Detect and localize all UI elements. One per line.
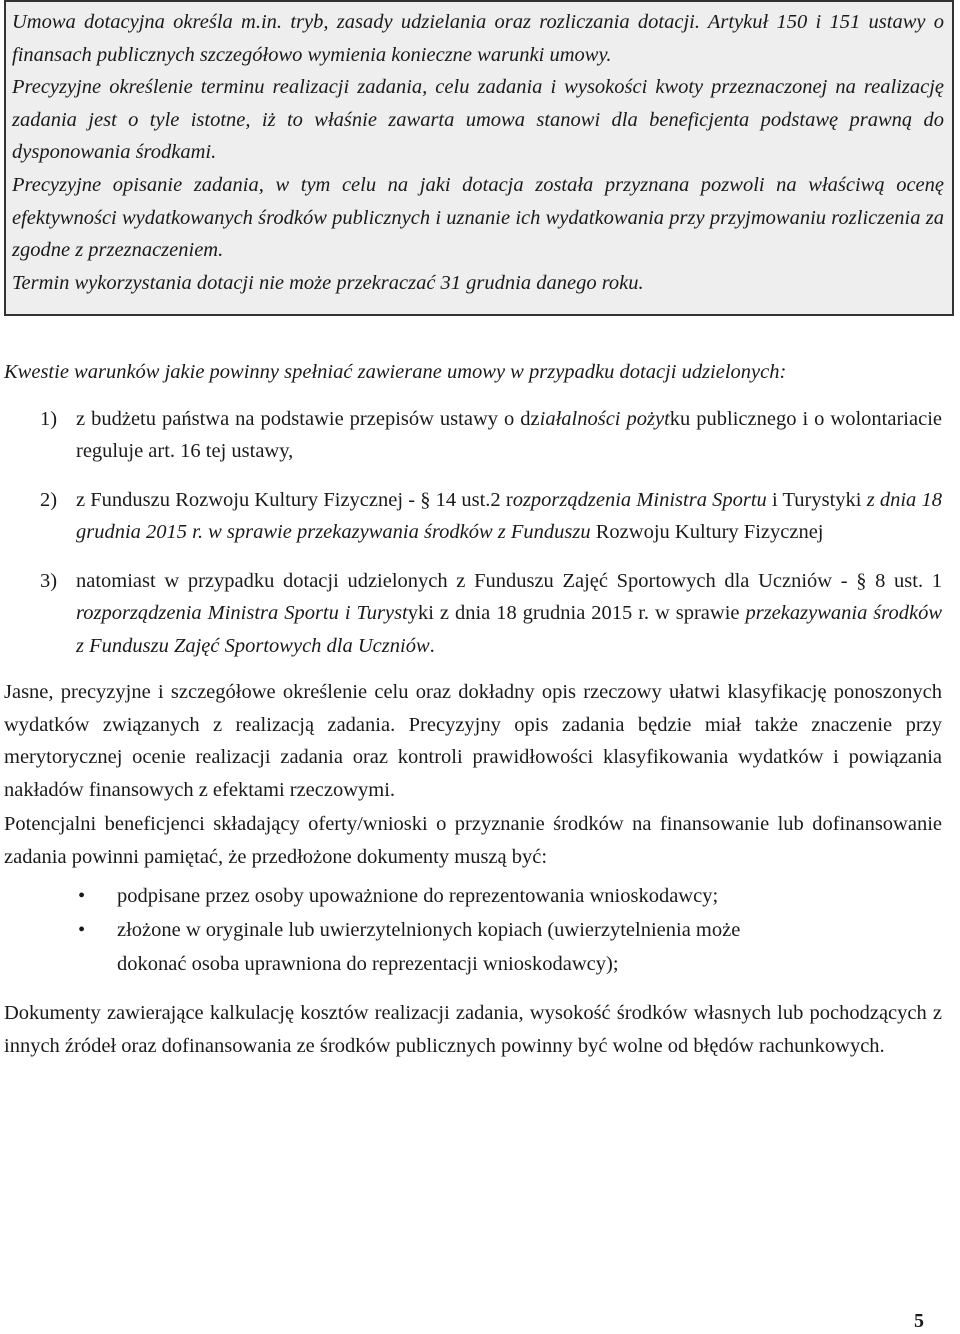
list-item-text: i Turystyki [766, 488, 867, 511]
list-item-number: 1) [40, 407, 58, 430]
page-number: 5 [914, 1310, 924, 1332]
bullet-list [4, 879, 942, 981]
bullet-item [4, 913, 942, 947]
box-paragraph-1: Umowa dotacyjna określa m.in. tryb, zasady udzielania oraz rozliczania dotacji. Artykuł 150 i 151 ustawy o finansach publicznych szczegółowo wymienia konieczne warunki umowy. [12, 11, 944, 66]
highlighted-info-box [4, 0, 954, 316]
bullet-item-continuation [4, 947, 942, 981]
bullet-item [4, 879, 942, 913]
main-content [4, 356, 942, 1062]
list-item-text: yki z dnia 18 grudnia 2015 r. w sprawie [407, 602, 746, 624]
list-item-text: z budżetu państwa na podstawie przepisów ustawy o dz [76, 407, 540, 430]
list-item [4, 403, 942, 468]
list-item [4, 484, 942, 549]
paragraph-classification: Jasne, precyzyjne i szczegółowe określenie celu oraz dokładny opis rzeczowy ułatwi klasyfikację ponoszonych wydatków związanych z realizacją zadania. Precyzyjny opis zadania będzie miał także znaczenie przy merytorycznej ocenie realizacji zadania oraz kontroli prawidłowości klasyfikowania wydatków i powiązania nakładów finansowych z efektami rzeczowymi. [4, 681, 942, 801]
bullet-text: złożone w oryginale lub uwierzytelnionych kopiach (uwierzytelnienia może [117, 919, 741, 941]
box-paragraph-3: Precyzyjne opisanie zadania, w tym celu na jaki dotacja została przyznana pozwoli na właściwą ocenę efektywności wydatkowanych środków publicznych i uznanie ich wydatkowania przy przyjmowaniu rozliczenia za zgodne z przeznaczeniem. [12, 173, 944, 262]
list-item-text: . [429, 634, 435, 657]
section-heading: Kwestie warunków jakie powinny spełniać zawierane umowy w przypadku dotacji udzielonych: [4, 361, 787, 383]
list-item-text: z Funduszu Rozwoju Kultury Fizycznej - § 14 ust.2 r [76, 488, 513, 511]
bullet-icon: • [78, 919, 86, 941]
list-item-text: Rozwoju Kultury Fizycznej [590, 521, 824, 543]
box-paragraph-4: Termin wykorzystania dotacji nie może przekraczać 31 grudnia danego roku. [12, 271, 644, 294]
bullet-text: dokonać osoba uprawniona do reprezentacji wnioskodawcy); [117, 953, 619, 975]
list-item-text-italic: rozporządzenia Ministra Sportu i Turyst [76, 602, 408, 624]
list-item-number: 3) [40, 569, 58, 592]
list-item-text-italic: ozporządzenia Ministra Sportu [512, 488, 767, 511]
numbered-list [4, 403, 942, 663]
list-item-text: ku publicznego i o wolontariacie reguluje art. 16 tej ustawy, [76, 407, 942, 462]
list-item-text: natomiast w przypadku dotacji udzielonych z Funduszu Zajęć Sportowych dla Uczniów - § 8 ust. 1 [76, 569, 942, 592]
box-paragraph-2: Precyzyjne określenie terminu realizacji zadania, celu zadania i wysokości kwoty przeznaczonej na realizację zadania jest o tyle istotne, iż to właśnie zawarta umowa stanowi dla beneficjenta podstawę prawną do dysponowania środkami. [12, 76, 944, 164]
list-item-text-italic: przekazywania środków z Funduszu Zajęć Sportowych dla Uczniów [76, 602, 942, 657]
list-item [4, 565, 942, 663]
paragraph-documents: Dokumenty zawierające kalkulację kosztów realizacji zadania, wysokość środków własnych lub pochodzących z innych źródeł oraz dofinansowania ze środków publicznych powinny być wolne od błędów rachunkowych. [4, 1002, 942, 1057]
paragraph-beneficiaries: Potencjalni beneficjenci składający oferty/wnioski o przyznanie środków na finansowanie lub dofinansowanie zadania powinni pamiętać, że przedłożone dokumenty muszą być: [4, 813, 942, 868]
bullet-text: podpisane przez osoby upoważnione do reprezentowania wnioskodawcy; [117, 885, 719, 907]
list-item-number: 2) [40, 488, 58, 511]
list-item-text-italic: iałalności pożyt [539, 407, 670, 430]
bullet-icon: • [78, 885, 86, 907]
list-item-text-italic: z dnia 18 grudnia 2015 r. w sprawie przekazywania środków z Funduszu [76, 488, 942, 543]
